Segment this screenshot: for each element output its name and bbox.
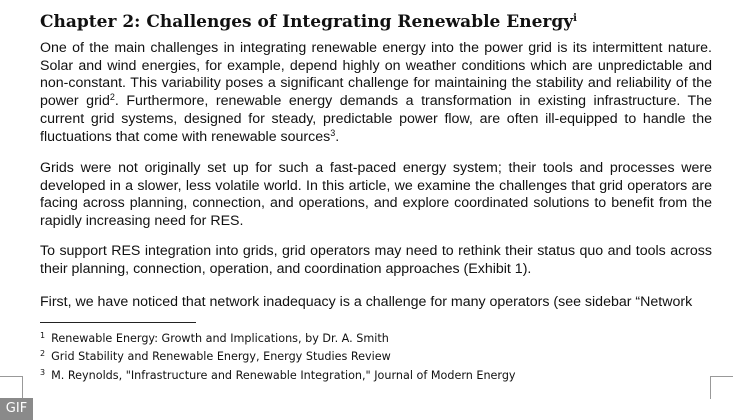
title-note-marker: i — [573, 13, 577, 24]
footnote-ref-3[interactable]: 3 — [330, 127, 336, 138]
page-corner-marker-left — [0, 376, 23, 399]
chapter-title — [40, 8, 577, 33]
footnote-text: Renewable Energy: Growth and Implications, by Dr. A. Smith — [51, 332, 389, 345]
paragraph-res-integration: To support RES integration into grids, grid operators may need to rethink their status quo and tools across their planning, connection, operation, and coordination approaches (Exhibit 1). — [40, 243, 712, 277]
footnote-list — [40, 328, 516, 383]
footnote-marker: 1 — [40, 331, 46, 340]
footnote-ref-2[interactable]: 2 — [109, 92, 115, 103]
footnote-marker: 2 — [40, 349, 46, 359]
paragraph-1-sentence-3: . — [335, 128, 340, 145]
footnote-text: Grid Stability and Renewable Energy, Energy Studies Review — [51, 350, 391, 364]
footnote-separator — [40, 322, 196, 323]
footnote-item — [40, 346, 516, 364]
footnote-marker: 3 — [40, 367, 46, 377]
page-corner-marker-right — [710, 376, 733, 399]
paragraph-1-sentence-2: . Furthermore, renewable energy demands a transformation in existing infrastructure. The current grid systems, designed for steady, predictable power flow, are often ill-equipped to handle the fluctuations that come with renewable sources — [40, 93, 712, 145]
paragraph-intermittency — [40, 40, 712, 146]
footnote-item — [40, 365, 516, 383]
paragraph-grid-history: Grids were not originally set up for such a fast-paced energy system; their tools and processes were developed in a slower, less volatile world. In this article, we examine the challenges that grid operators are facing across planning, connection, and operations, and explore coordinated solutions to benefit from the rapidly increasing need for RES. — [40, 160, 712, 230]
chapter-title-text: Chapter 2: Challenges of Integrating Renewable Energy — [40, 12, 574, 32]
gif-badge: GIF — [0, 398, 33, 420]
paragraph-network-inadequacy: First, we have noticed that network inadequacy is a challenge for many operators (see sidebar “Network — [40, 294, 693, 310]
footnote-text: M. Reynolds, "Infrastructure and Renewable Integration," Journal of Modern Energy — [51, 368, 516, 382]
footnote-item — [40, 328, 516, 346]
paragraph-1-sentence-1: One of the main challenges in integrating renewable energy into the power grid is its intermittent nature. Solar and wind energies, for example, depend highly on weather conditions which are unpredictable and non-constant. This variability poses a significant challenge for maintaining the stability and reliability of the power grid — [40, 40, 712, 110]
